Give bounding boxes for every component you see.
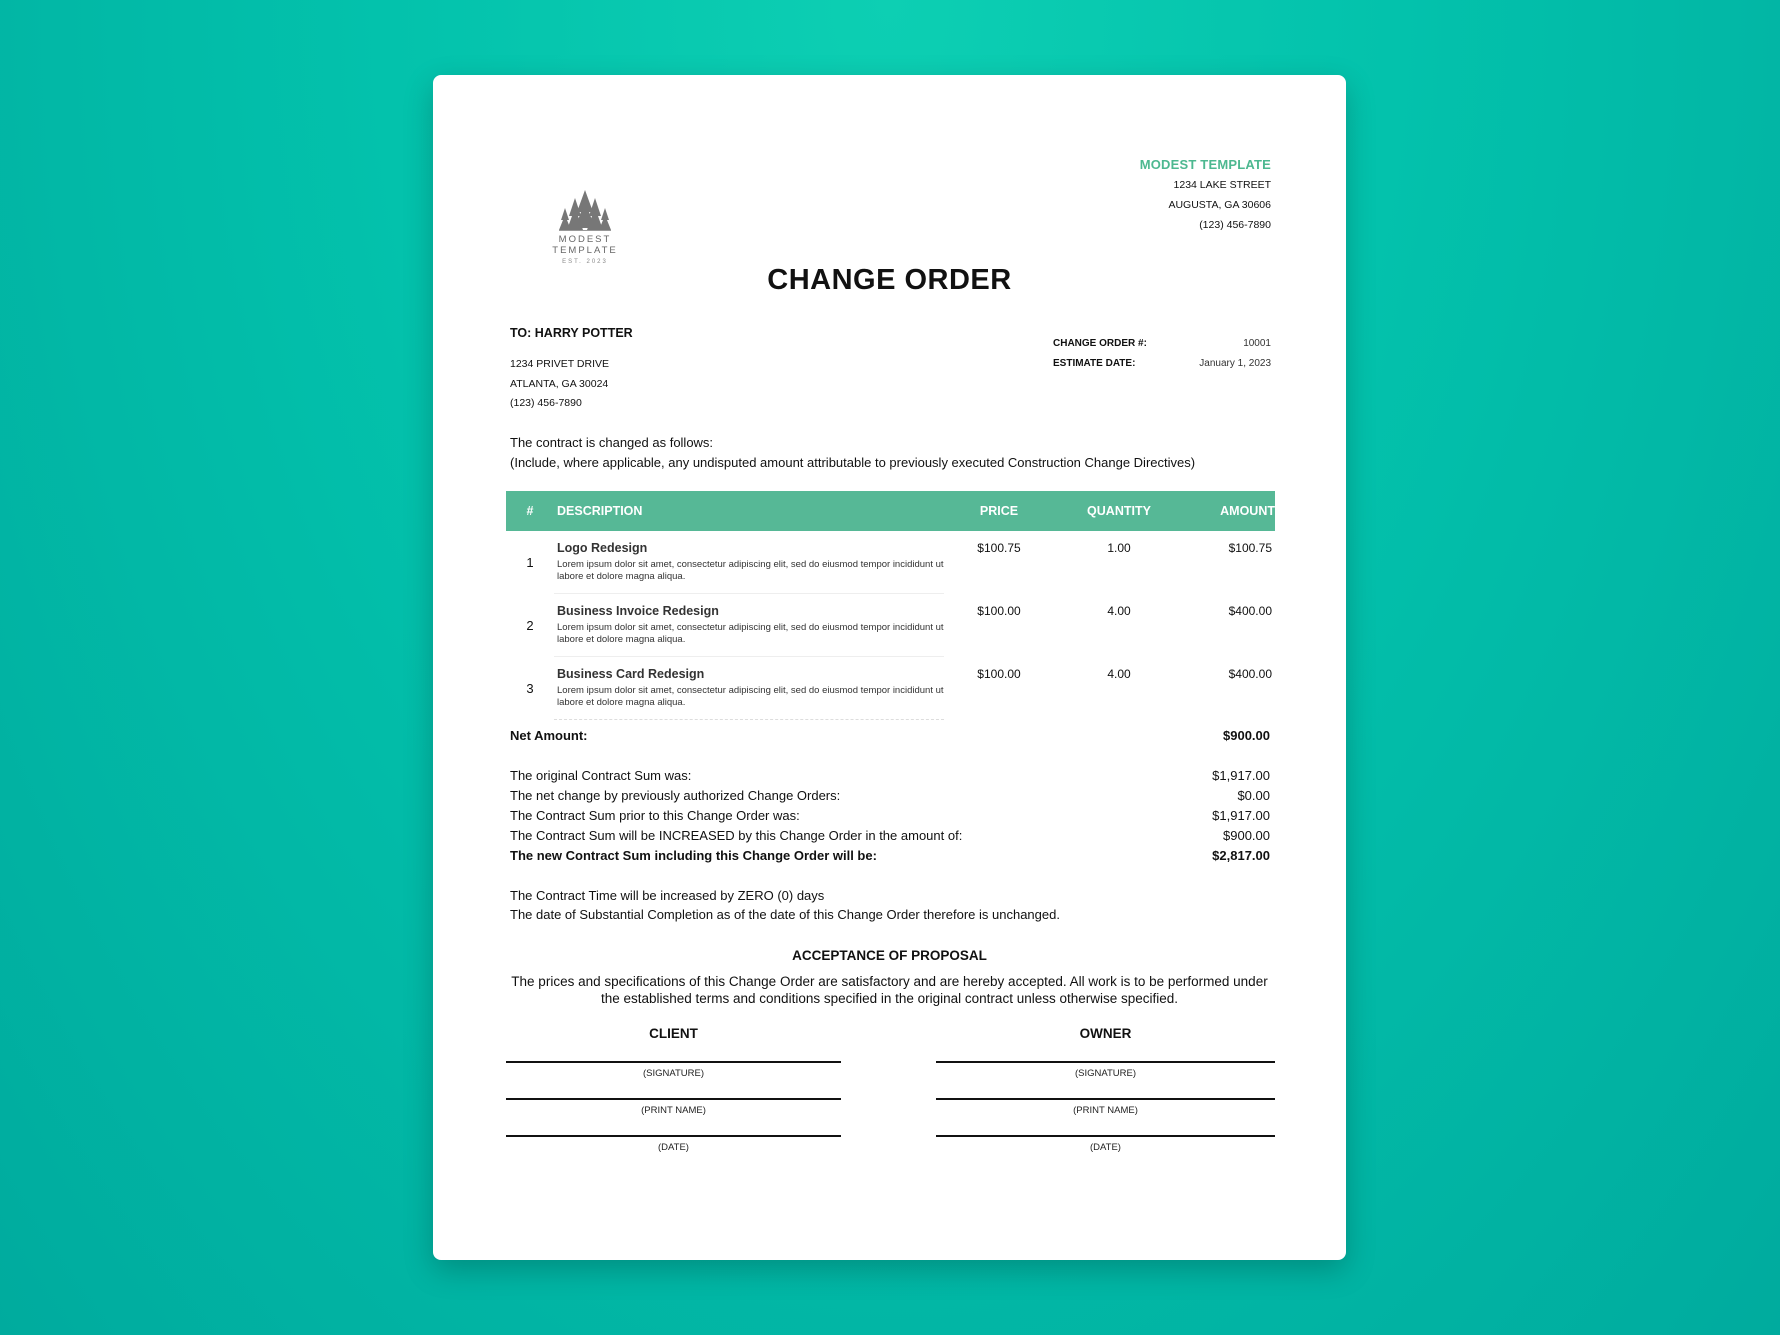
- header-amount: AMOUNT: [1184, 491, 1275, 531]
- completion-date-line: The date of Substantial Completion as of the date of this Change Order therefore is unchanged.: [510, 907, 1060, 922]
- summary-row: [510, 828, 1270, 843]
- owner-heading: OWNER: [1079, 1026, 1132, 1041]
- item-title: Logo Redesign: [557, 541, 648, 555]
- recipient-city: ATLANTA, GA 30024: [510, 378, 609, 390]
- item-price: $100.00: [977, 603, 1021, 618]
- table-row: [506, 657, 1275, 720]
- owner-date-line[interactable]: [936, 1135, 1275, 1137]
- header-quantity: QUANTITY: [1054, 491, 1184, 531]
- order-number-value: 10001: [1243, 338, 1271, 349]
- summary-row: [510, 768, 1270, 783]
- summary-label: The Contract Sum will be INCREASED by this Change Order in the amount of:: [510, 828, 963, 843]
- table-row: [506, 531, 1275, 594]
- company-city: AUGUSTA, GA 30606: [1168, 199, 1271, 211]
- client-print-name-caption: (PRINT NAME): [641, 1105, 706, 1116]
- summary-value: $0.00: [1237, 788, 1270, 803]
- intro-line-1: The contract is changed as follows:: [510, 435, 714, 450]
- table-header: [506, 491, 1275, 531]
- summary-label: The net change by previously authorized Change Orders:: [510, 788, 841, 803]
- row-number: 1: [526, 554, 534, 570]
- estimate-date-label: ESTIMATE DATE:: [1053, 358, 1136, 369]
- acceptance-text: The prices and specifications of this Change Order are satisfactory and are hereby accepted. All work is to be performed under the established terms and conditions specified in the original contract unless otherwise specified.: [511, 974, 1268, 1006]
- page-title: CHANGE ORDER: [767, 264, 1012, 296]
- logo-text: MODEST TEMPLATE: [552, 234, 618, 256]
- logo-est: EST. 2023: [562, 259, 608, 265]
- acceptance-title: ACCEPTANCE OF PROPOSAL: [792, 948, 987, 963]
- client-signature-block: [506, 1026, 841, 1153]
- item-quantity: 4.00: [1107, 666, 1131, 681]
- item-title: Business Card Redesign: [557, 667, 705, 681]
- net-amount-row: [510, 728, 1270, 743]
- summary-value: $1,917.00: [1212, 768, 1270, 783]
- estimate-date-value: January 1, 2023: [1199, 358, 1271, 369]
- pine-trees-icon: [559, 190, 611, 232]
- table-row: [506, 594, 1275, 657]
- summary-row: [510, 808, 1270, 823]
- net-amount-value: $900.00: [1223, 728, 1270, 743]
- company-phone: (123) 456-7890: [1199, 219, 1271, 231]
- summary-label: The original Contract Sum was:: [510, 768, 692, 783]
- company-logo: [525, 190, 645, 265]
- item-description: Lorem ipsum dolor sit amet, consectetur adipiscing elit, sed do eiusmod tempor incididunt ut labore et dolore magna aliqua.: [557, 622, 944, 645]
- item-quantity: 4.00: [1107, 603, 1131, 618]
- contract-time-line: The Contract Time will be increased by ZERO (0) days: [510, 888, 825, 903]
- item-price: $100.75: [977, 541, 1021, 555]
- item-price: $100.00: [977, 666, 1021, 681]
- item-amount: $100.75: [1228, 541, 1272, 555]
- summary-label: The Contract Sum prior to this Change Order was:: [510, 808, 800, 823]
- header-description: DESCRIPTION: [554, 491, 944, 531]
- items-table: [506, 491, 1275, 720]
- recipient-name: TO: HARRY POTTER: [510, 326, 633, 340]
- recipient-phone: (123) 456-7890: [510, 397, 582, 409]
- summary-label: The new Contract Sum including this Change Order will be:: [510, 848, 877, 863]
- item-description: Lorem ipsum dolor sit amet, consectetur adipiscing elit, sed do eiusmod tempor incididunt ut labore et dolore magna aliqua.: [557, 685, 944, 708]
- summary-value: $900.00: [1223, 828, 1270, 843]
- change-order-document: [433, 75, 1346, 1260]
- recipient-street: 1234 PRIVET DRIVE: [510, 358, 610, 370]
- header-price: PRICE: [944, 491, 1054, 531]
- owner-signature-caption: (SIGNATURE): [1074, 1068, 1137, 1079]
- item-quantity: 1.00: [1107, 541, 1131, 555]
- company-street: 1234 LAKE STREET: [1173, 179, 1271, 191]
- client-signature-caption: (SIGNATURE): [642, 1068, 705, 1079]
- row-number: 3: [526, 680, 534, 696]
- intro-line-2: (Include, where applicable, any undisputed amount attributable to previously executed Construction Change Directives): [510, 455, 1196, 470]
- summary-value: $2,817.00: [1212, 848, 1270, 863]
- order-number-label: CHANGE ORDER #:: [1053, 338, 1147, 349]
- item-amount: $400.00: [1228, 603, 1272, 618]
- client-date-caption: (DATE): [658, 1142, 689, 1153]
- client-heading: CLIENT: [649, 1026, 698, 1041]
- client-date-line[interactable]: [506, 1135, 841, 1137]
- new-contract-sum-row: [510, 848, 1270, 863]
- header-num: #: [506, 491, 554, 531]
- net-amount-label: Net Amount:: [510, 728, 588, 743]
- item-amount: $400.00: [1228, 666, 1272, 681]
- row-number: 2: [526, 617, 534, 633]
- owner-print-name-line[interactable]: [936, 1098, 1275, 1100]
- summary-value: $1,917.00: [1212, 808, 1270, 823]
- owner-date-caption: (DATE): [1090, 1142, 1121, 1153]
- item-title: Business Invoice Redesign: [557, 604, 719, 618]
- summary-row: [510, 788, 1270, 803]
- company-name: MODEST TEMPLATE: [1139, 157, 1271, 172]
- owner-print-name-caption: (PRINT NAME): [1073, 1105, 1138, 1116]
- owner-signature-block: [936, 1026, 1275, 1153]
- client-signature-line[interactable]: [506, 1061, 841, 1063]
- client-print-name-line[interactable]: [506, 1098, 841, 1100]
- owner-signature-line[interactable]: [936, 1061, 1275, 1063]
- item-description: Lorem ipsum dolor sit amet, consectetur adipiscing elit, sed do eiusmod tempor incididunt ut labore et dolore magna aliqua.: [557, 559, 944, 582]
